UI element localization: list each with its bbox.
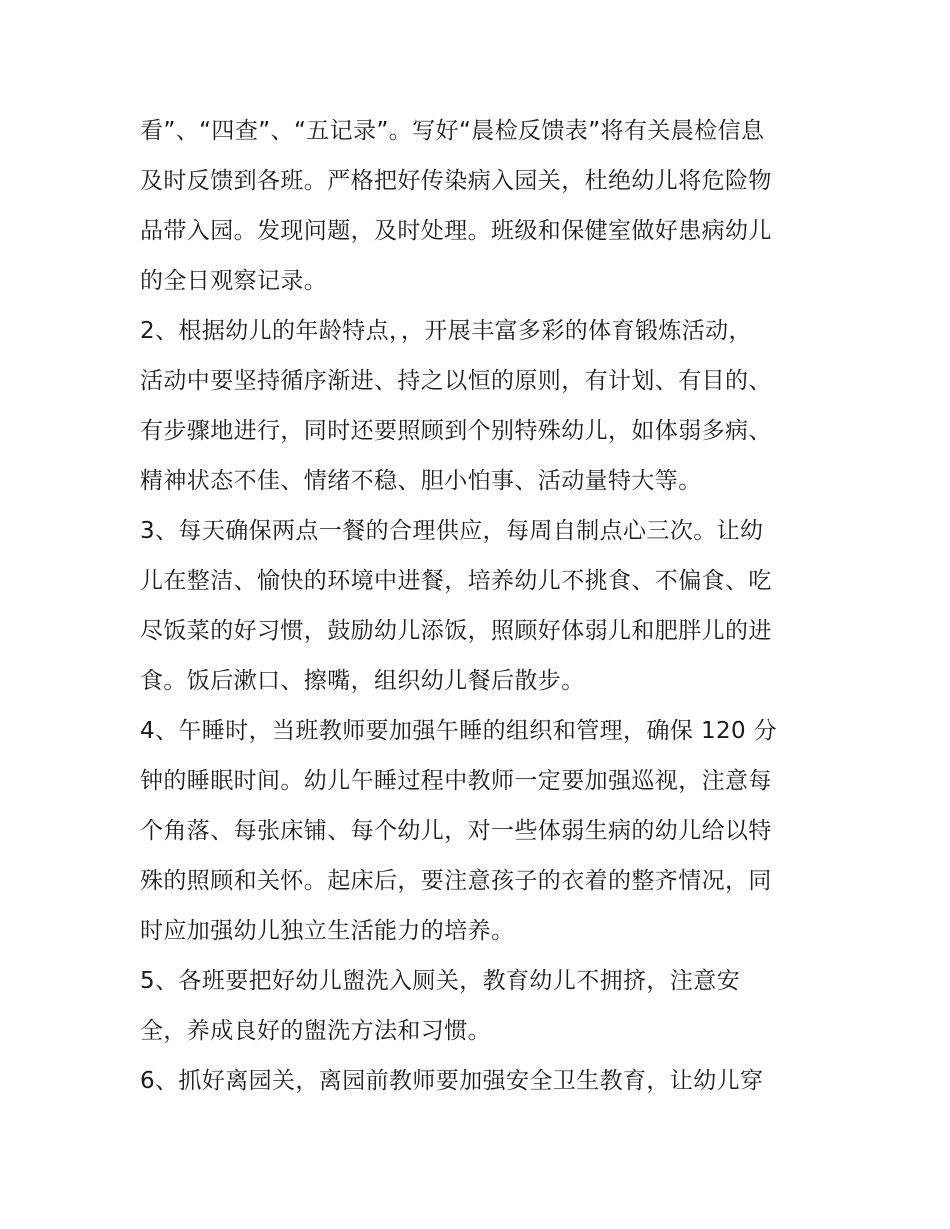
text-line: 殊的照顾和关怀。起床后，要注意孩子的衣着的整齐情况，同 — [140, 868, 772, 894]
body-text — [140, 106, 820, 1106]
text-line: 有步骤地进行，同时还要照顾到个别特殊幼儿，如体弱多病、 — [140, 418, 772, 444]
text-line: 食。饭后漱口、擦嘴，组织幼儿餐后散步。 — [140, 668, 585, 694]
text-line: 的全日观察记录。 — [140, 268, 328, 294]
text-line: 钟的睡眠时间。幼儿午睡过程中教师一定要加强巡视，注意每 — [140, 768, 772, 794]
text-line: 全，养成良好的盥洗方法和习惯。 — [140, 1018, 491, 1044]
text-line: 5、各班要把好幼儿盥洗入厕关，教育幼儿不拥挤，注意安 — [140, 968, 741, 994]
text-line: 尽饭菜的好习惯，鼓励幼儿添饭，照顾好体弱儿和肥胖儿的进 — [140, 618, 772, 644]
text-line: 时应加强幼儿独立生活能力的培养。 — [140, 918, 515, 944]
text-line: 及时反馈到各班。严格把好传染病入园关，杜绝幼儿将危险物 — [140, 168, 772, 194]
text-line: 精神状态不佳、情绪不稳、胆小怕事、活动量特大等。 — [140, 468, 702, 494]
text-line: 看”、“四查”、“五记录”。写好“晨检反馈表”将有关晨检信息 — [140, 118, 765, 144]
text-line: 品带入园。发现问题，及时处理。班级和保健室做好患病幼儿 — [140, 218, 772, 244]
text-line: 3、每天确保两点一餐的合理供应，每周自制点心三次。让幼 — [140, 518, 764, 544]
text-line: 6、抓好离园关，离园前教师要加强安全卫生教育，让幼儿穿 — [140, 1068, 764, 1094]
text-line: 2、根据幼儿的年龄特点，，开展丰富多彩的体育锻炼活动， — [140, 318, 752, 344]
text-line: 个角落、每张床铺、每个幼儿，对一些体弱生病的幼儿给以特 — [140, 818, 772, 844]
text-line: 儿在整洁、愉快的环境中进餐，培养幼儿不挑食、不偏食、吃 — [140, 568, 772, 594]
text-line: 活动中要坚持循序渐进、持之以恒的原则，有计划、有目的、 — [140, 368, 772, 394]
text-line: 4、午睡时，当班教师要加强午睡的组织和管理，确保 120 分 — [140, 718, 778, 744]
